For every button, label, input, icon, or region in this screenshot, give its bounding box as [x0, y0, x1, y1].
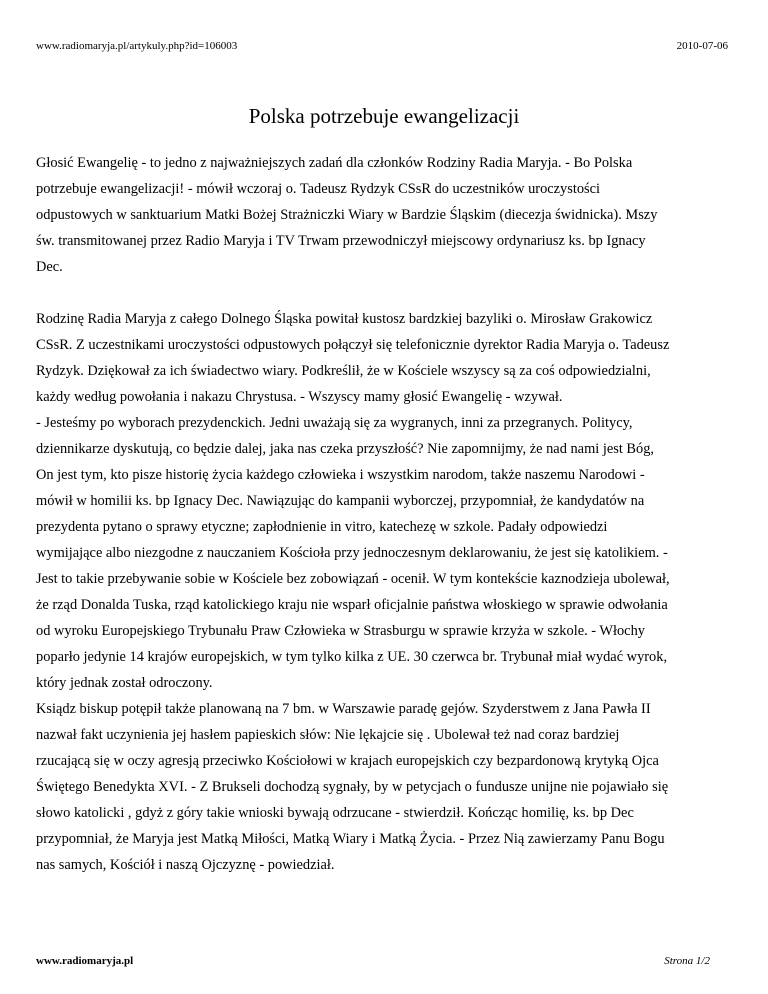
header-date: 2010-07-06 — [676, 40, 728, 52]
text-line: rzucającą się w oczy agresją przeciwko Kościołowi w krajach europejskich czy bezpardonową krytyką Ojca — [36, 753, 659, 769]
footer-site: www.radiomaryja.pl — [36, 955, 134, 967]
text-line: słowo katolicki , gdyż z góry takie wnioski bywają odrzucane - stwierdził. Kończąc homilię, ks. bp Dec — [36, 805, 634, 821]
text-line: Rydzyk. Dziękował za ich świadectwo wiary. Podkreślił, że w Kościele wszyscy są za coś odpowiedzialni, — [36, 363, 651, 379]
text-line: mówił w homilii ks. bp Ignacy Dec. Nawiązując do kampanii wyborczej, przypomniał, że kandydatów na — [36, 493, 645, 509]
text-line: Rodzinę Radia Maryja z całego Dolnego Śląska powitał kustosz bardzkiej bazyliki o. Mirosław Grakowicz — [36, 311, 653, 327]
text-line: że rząd Donalda Tuska, rząd katolickiego kraju nie wsparł oficjalnie państwa włoskiego w sprawie odwołania — [36, 597, 668, 613]
text-line: od wyroku Europejskiego Trybunału Praw Człowieka w Strasburgu w sprawie krzyża w szkole. - Włochy — [36, 623, 645, 639]
header-url: www.radiomaryja.pl/artykuly.php?id=106003 — [36, 40, 238, 52]
text-line: Ksiądz biskup potępił także planowaną na 7 bm. w Warszawie paradę gejów. Szyderstwem z Jana Pawła II — [36, 701, 651, 717]
paragraph-1 — [36, 150, 732, 280]
text-line: nas samych, Kościół i naszą Ojczyznę - powiedział. — [36, 857, 335, 873]
text-line: odpustowych w sanktuarium Matki Bożej Strażniczki Wiary w Bardzie Śląskim (diecezja świdnicka). Mszy — [36, 207, 658, 223]
paragraph-2 — [36, 306, 732, 878]
text-line: każdy według powołania i nakazu Chrystusa. - Wszyscy mamy głosić Ewangelię - wzywał. — [36, 389, 563, 405]
text-line: św. transmitowanej przez Radio Maryja i TV Trwam przewodniczył miejscowy ordynariusz ks. bp Ignacy — [36, 233, 646, 249]
text-line: - Jesteśmy po wyborach prezydenckich. Jedni uważają się za wygranych, inni za przegranych. Politycy, — [36, 415, 633, 431]
text-line: Jest to takie przebywanie sobie w Kościele bez zobowiązań - ocenił. W tym kontekście kaznodzieja ubolewał, — [36, 571, 670, 587]
text-line: Świętego Benedykta XVI. - Z Brukseli dochodzą sygnały, by w petycjach o fundusze unijne nie pojawiało się — [36, 779, 669, 795]
text-line: Dec. — [36, 259, 63, 275]
footer-page-number: Strona 1/2 — [664, 955, 710, 967]
text-line: wymijające albo niezgodne z nauczaniem Kościoła przy jednoczesnym deklarowaniu, że jest się katolikiem. - — [36, 545, 668, 561]
text-line: dziennikarze dyskutują, co będzie dalej, jaka nas czeka przyszłość? Nie zapomnijmy, że nad nami jest Bóg, — [36, 441, 655, 457]
article-title: Polska potrzebuje ewangelizacji — [248, 104, 520, 128]
text-line: On jest tym, kto pisze historię życia każdego człowieka i wszystkim narodom, także naszemu Narodowi - — [36, 467, 645, 483]
text-line: CSsR. Z uczestnikami uroczystości odpustowych połączył się telefonicznie dyrektor Radia Maryja o. Tadeusz — [36, 337, 670, 353]
text-line: nazwał fakt uczynienia jej hasłem papieskich słów: Nie lękajcie się . Ubolewał też nad coraz bardziej — [36, 727, 620, 743]
article-body — [36, 150, 732, 878]
text-line: poparło jedynie 14 krajów europejskich, w tym tylko kilka z UE. 30 czerwca br. Trybunał miał wydać wyrok, — [36, 649, 668, 665]
text-line: prezydenta pytano o sprawy etyczne; zapłodnienie in vitro, katechezę w szkole. Padały odpowiedzi — [36, 519, 608, 535]
text-line: Głosić Ewangelię - to jedno z najważniejszych zadań dla członków Rodziny Radia Maryja. - Bo Polska — [36, 155, 633, 171]
paragraph-gap — [36, 280, 732, 306]
text-line: który jednak został odroczony. — [36, 675, 213, 691]
text-line: potrzebuje ewangelizacji! - mówił wczoraj o. Tadeusz Rydzyk CSsR do uczestników uroczystości — [36, 181, 601, 197]
text-line: przypomniał, że Maryja jest Matką Miłości, Matką Wiary i Matką Życia. - Przez Nią zawierzamy Panu Bogu — [36, 831, 665, 847]
